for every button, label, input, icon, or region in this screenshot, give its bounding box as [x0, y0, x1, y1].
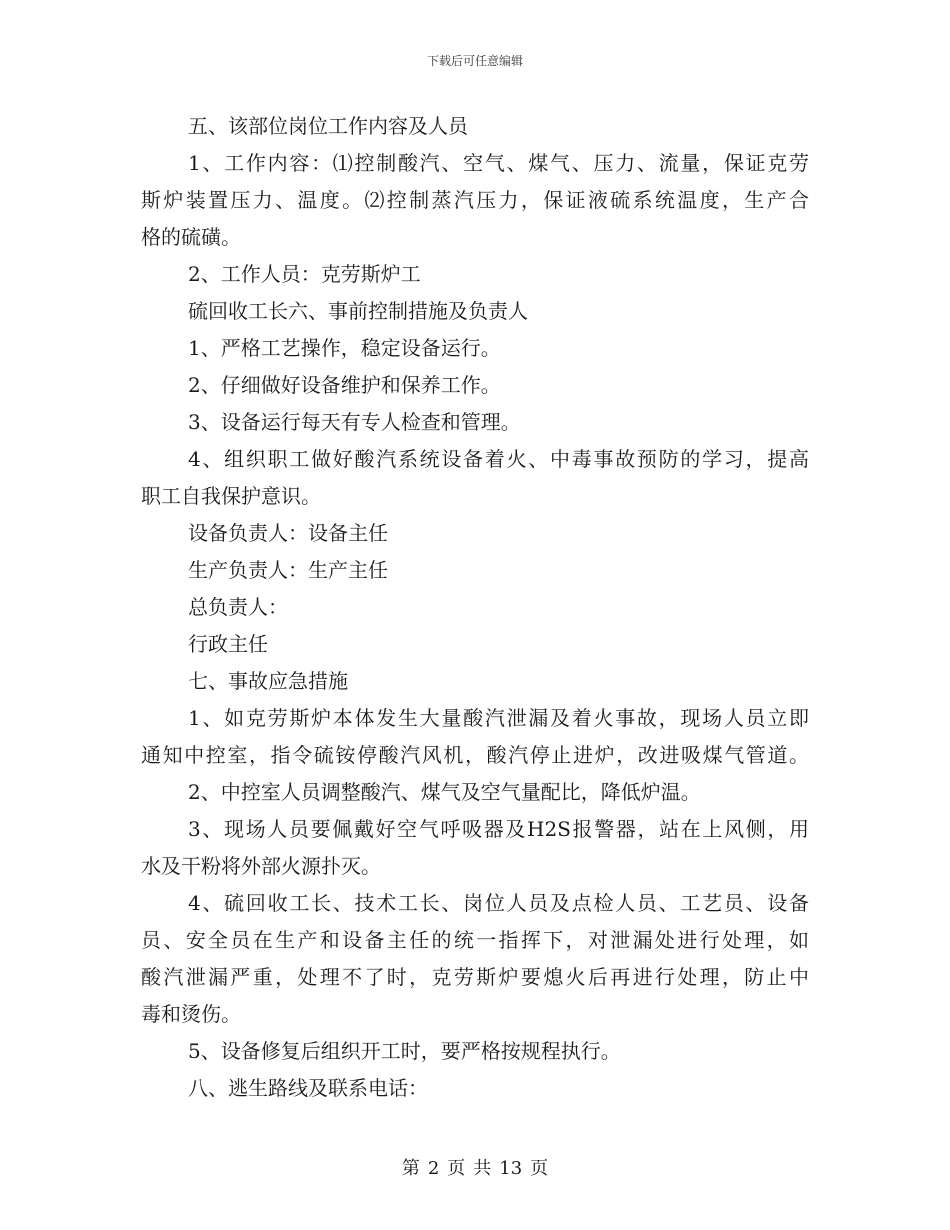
text-line: 五、该部位岗位工作内容及人员: [188, 114, 468, 138]
page-footer: [0, 1154, 950, 1180]
text-line: 2、仔细做好设备维护和保养工作。: [188, 373, 501, 397]
footer-gong: 共: [473, 1158, 492, 1179]
footer-page-number: 2: [427, 1158, 440, 1179]
text-line: 总负责人：: [188, 595, 288, 619]
text-line: 八、逃生路线及联系电话：: [188, 1076, 428, 1100]
text-line: 酸汽泄漏严重，处理不了时，克劳斯炉要熄火后再进行处理，防止中: [141, 965, 809, 989]
text-line: 毒和烫伤。: [141, 1002, 241, 1026]
text-line: 4、组织职工做好酸汽系统设备着火、中毒事故预防的学习，提高: [188, 447, 809, 471]
footer-ye-2: 页: [530, 1158, 549, 1179]
footer-ye: 页: [447, 1158, 466, 1179]
text-line: 水及干粉将外部火源扑灭。: [141, 854, 381, 878]
text-line: 职工自我保护意识。: [141, 484, 321, 508]
text-line: 1、如克劳斯炉本体发生大量酸汽泄漏及着火事故，现场人员立即: [188, 706, 809, 730]
text-line: 1、工作内容：⑴控制酸汽、空气、煤气、压力、流量，保证克劳: [188, 151, 809, 175]
text-line: 设备负责人：设备主任: [188, 521, 388, 545]
text-line: 格的硫磺。: [141, 225, 241, 249]
text-line: 3、现场人员要佩戴好空气呼吸器及H2S报警器，站在上风侧，用: [188, 817, 809, 841]
text-line: 行政主任: [188, 632, 268, 656]
text-line: 5、设备修复后组织开工时，要严格按规程执行。: [188, 1039, 621, 1063]
text-line: 4、硫回收工长、技术工长、岗位人员及点检人员、工艺员、设备: [188, 891, 809, 915]
text-line: 生产负责人：生产主任: [188, 558, 388, 582]
text-line: 3、设备运行每天有专人检查和管理。: [188, 410, 521, 434]
text-line: 2、中控室人员调整酸汽、煤气及空气量配比，降低炉温。: [188, 780, 701, 804]
text-line: 1、严格工艺操作，稳定设备运行。: [188, 336, 501, 360]
text-line: 斯炉装置压力、温度。⑵控制蒸汽压力，保证液硫系统温度，生产合: [141, 188, 809, 212]
text-line: 2、工作人员：克劳斯炉工: [188, 262, 421, 286]
page-header-note: 下载后可任意编辑: [426, 54, 523, 68]
document-body: [141, 108, 809, 1107]
text-line: 员、安全员在生产和设备主任的统一指挥下，对泄漏处进行处理，如: [141, 928, 809, 952]
footer-di: 第: [401, 1158, 420, 1179]
text-line: 硫回收工长六、事前控制措施及负责人: [188, 299, 528, 323]
footer-total-pages: 13: [499, 1158, 523, 1179]
text-line: 通知中控室，指令硫铵停酸汽风机，酸汽停止进炉，改进吸煤气管道。: [141, 743, 809, 767]
text-line: 七、事故应急措施: [188, 669, 348, 693]
